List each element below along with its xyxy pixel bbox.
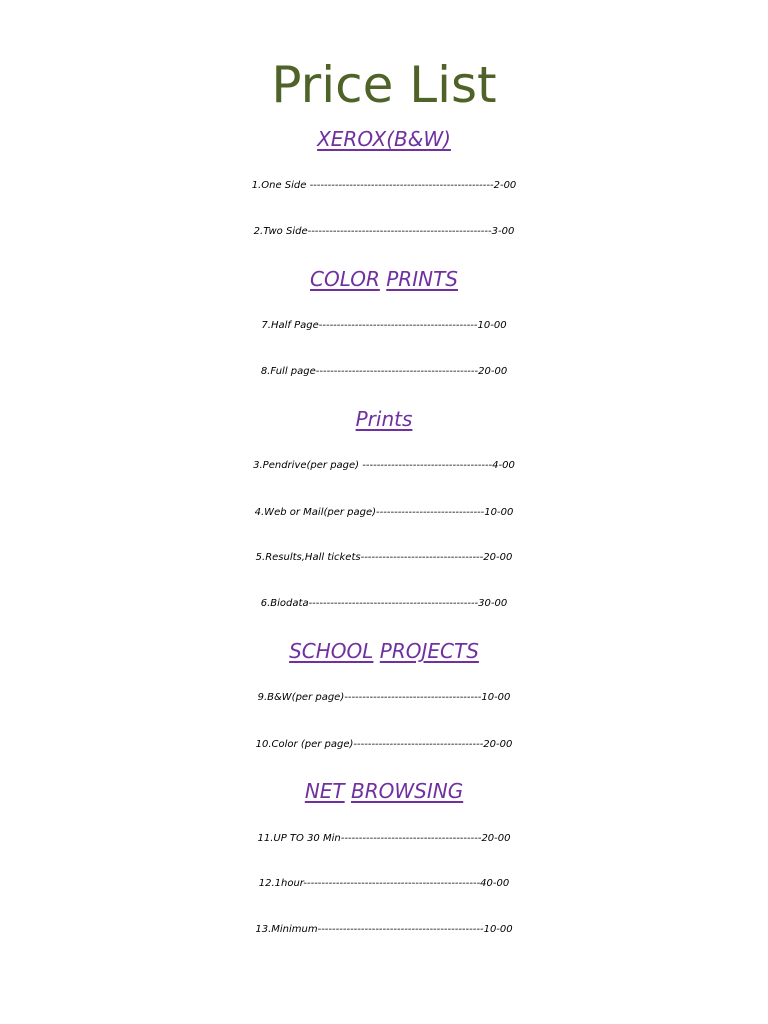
price-item-bw-per-page: 9.B&W(per page)--------------------------------------10-00: [257, 692, 511, 703]
price-item-two-side: 2.Two Side---------------------------------------------------3-00: [253, 226, 515, 237]
price-item-one-side: 1.One Side ---------------------------------------------------2-00: [251, 180, 517, 191]
section-heading-prints: [0, 406, 768, 432]
price-item-color-per-page: 10.Color (per page)------------------------------------20-00: [255, 739, 513, 750]
heading-word: Prints: [355, 407, 413, 431]
heading-word: XEROX(B&W): [317, 127, 451, 151]
section-heading-xerox: [0, 126, 768, 152]
price-item-web-or-mail: 4.Web or Mail(per page)------------------------------10-00: [254, 507, 514, 518]
price-item-results-hall-tickets: 5.Results,Hall tickets----------------------------------20-00: [255, 552, 513, 563]
price-item-pendrive: 3.Pendrive(per page) ------------------------------------4-00: [253, 460, 515, 471]
heading-word: NET: [304, 779, 345, 803]
price-item-full-page: 8.Full page---------------------------------------------20-00: [260, 366, 508, 377]
page-title: Price List: [271, 56, 497, 114]
heading-word: COLOR: [310, 267, 380, 291]
section-heading-color-prints: [0, 266, 768, 292]
heading-word: PROJECTS: [379, 639, 479, 663]
price-item-biodata: 6.Biodata-----------------------------------------------30-00: [260, 598, 508, 609]
section-heading-net-browsing: [0, 778, 768, 804]
heading-word: SCHOOL: [289, 639, 374, 663]
heading-word: BROWSING: [351, 779, 464, 803]
price-item-one-hour: 12.1hour-------------------------------------------------40-00: [258, 878, 510, 889]
heading-word: PRINTS: [386, 267, 458, 291]
price-item-half-page: 7.Half Page--------------------------------------------10-00: [261, 320, 507, 331]
price-item-minimum: 13.Minimum----------------------------------------------10-00: [255, 924, 513, 935]
section-heading-school-projects: [0, 638, 768, 664]
price-item-up-to-30-min: 11.UP TO 30 Min---------------------------------------20-00: [257, 833, 511, 844]
